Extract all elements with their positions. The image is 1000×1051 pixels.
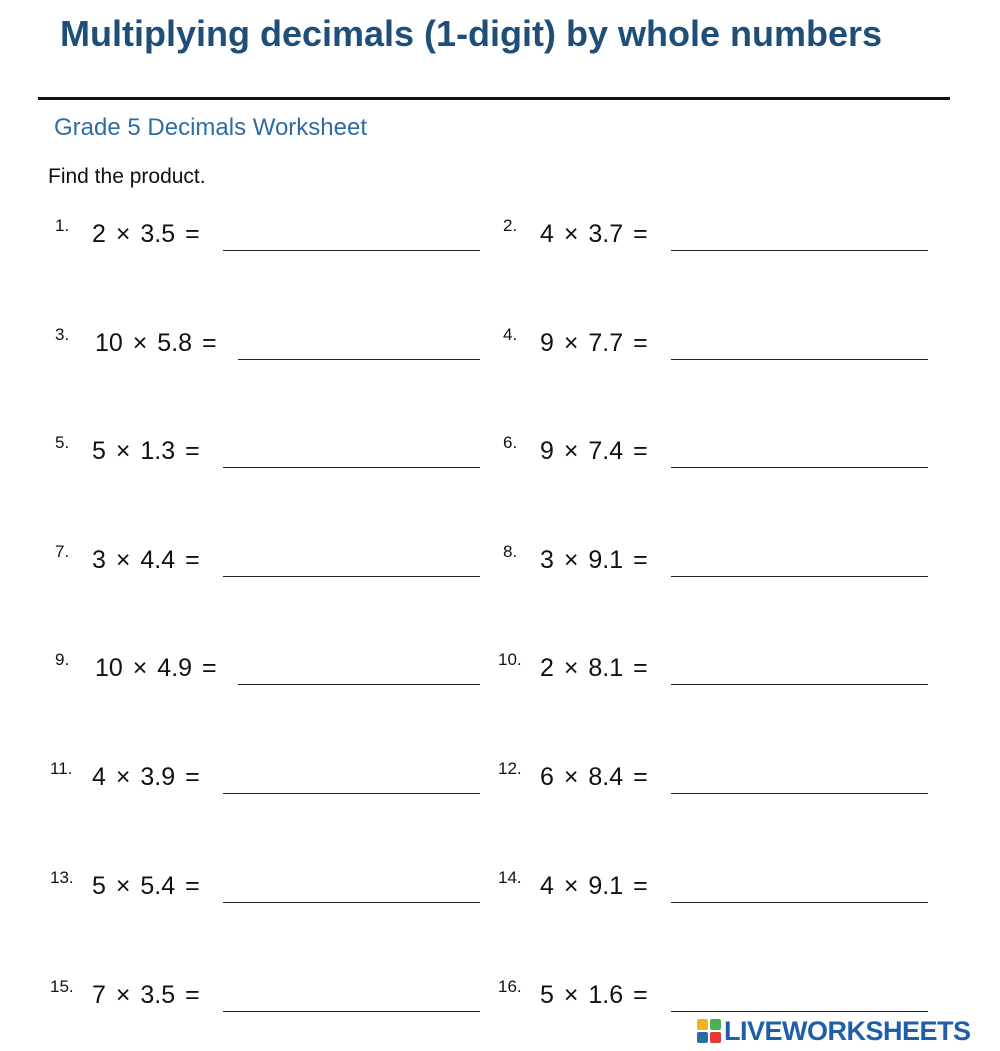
- answer-line[interactable]: [671, 250, 928, 251]
- logo-square: [697, 1032, 708, 1043]
- problem-expression: 4 × 3.9 =: [92, 763, 200, 791]
- problem-expression: 9 × 7.7 =: [540, 329, 648, 357]
- problem-item: [0, 650, 1000, 690]
- problem-number: 8.: [503, 542, 518, 561]
- problem-number: 3.: [55, 325, 70, 344]
- problem-number: 2.: [503, 216, 518, 235]
- problem-expression: 2 × 3.5 =: [92, 220, 200, 248]
- answer-line[interactable]: [671, 467, 928, 468]
- problem-expression: 4 × 9.1 =: [540, 872, 648, 900]
- worksheet-subtitle: Grade 5 Decimals Worksheet: [54, 114, 368, 141]
- problem-number: 13.: [50, 868, 74, 887]
- problem-number: 14.: [498, 868, 522, 887]
- logo-icon: [697, 1019, 721, 1043]
- problem-item: [0, 325, 1000, 365]
- worksheet-title: Multiplying decimals (1-digit) by whole numbers: [60, 13, 883, 54]
- problem-number: 1.: [55, 216, 70, 235]
- problem-expression: 3 × 4.4 =: [92, 546, 200, 574]
- logo-text: LIVEWORKSHEETS: [724, 1015, 971, 1046]
- problem-expression: 5 × 1.6 =: [540, 981, 648, 1009]
- problem-number: 9.: [55, 650, 70, 669]
- problem-expression: 7 × 3.5 =: [92, 981, 200, 1009]
- problem-number: 6.: [503, 433, 518, 452]
- problem-number: 10.: [498, 650, 522, 669]
- problem-item: [0, 216, 1000, 256]
- problem-number: 11.: [50, 759, 73, 778]
- answer-line[interactable]: [671, 576, 928, 577]
- logo-square: [710, 1019, 721, 1030]
- logo-square: [710, 1032, 721, 1043]
- problem-item: [0, 977, 1000, 1017]
- problem-expression: 5 × 1.3 =: [92, 437, 200, 465]
- answer-line[interactable]: [671, 684, 928, 685]
- instructions: Find the product.: [48, 165, 206, 188]
- problem-expression: 5 × 5.4 =: [92, 872, 200, 900]
- problem-expression: 9 × 7.4 =: [540, 437, 648, 465]
- problem-number: 12.: [498, 759, 522, 778]
- logo-square: [697, 1019, 708, 1030]
- problem-number: 7.: [55, 542, 70, 561]
- answer-line[interactable]: [671, 359, 928, 360]
- answer-line[interactable]: [671, 1011, 928, 1012]
- problem-expression: 4 × 3.7 =: [540, 220, 648, 248]
- problem-item: [0, 433, 1000, 473]
- problem-number: 16.: [498, 977, 522, 996]
- problem-expression: 6 × 8.4 =: [540, 763, 648, 791]
- problem-item: [0, 868, 1000, 908]
- answer-line[interactable]: [671, 793, 928, 794]
- problem-expression: 2 × 8.1 =: [540, 654, 648, 682]
- problem-number: 15.: [50, 977, 74, 996]
- problem-number: 4.: [503, 325, 518, 344]
- problem-expression: 10 × 5.8 =: [95, 329, 217, 357]
- title-divider: [38, 97, 950, 100]
- problem-item: [0, 759, 1000, 799]
- liveworksheets-logo: [697, 1015, 971, 1047]
- problem-expression: 10 × 4.9 =: [95, 654, 217, 682]
- problem-expression: 3 × 9.1 =: [540, 546, 648, 574]
- problem-item: [0, 542, 1000, 582]
- problem-number: 5.: [55, 433, 70, 452]
- answer-line[interactable]: [671, 902, 928, 903]
